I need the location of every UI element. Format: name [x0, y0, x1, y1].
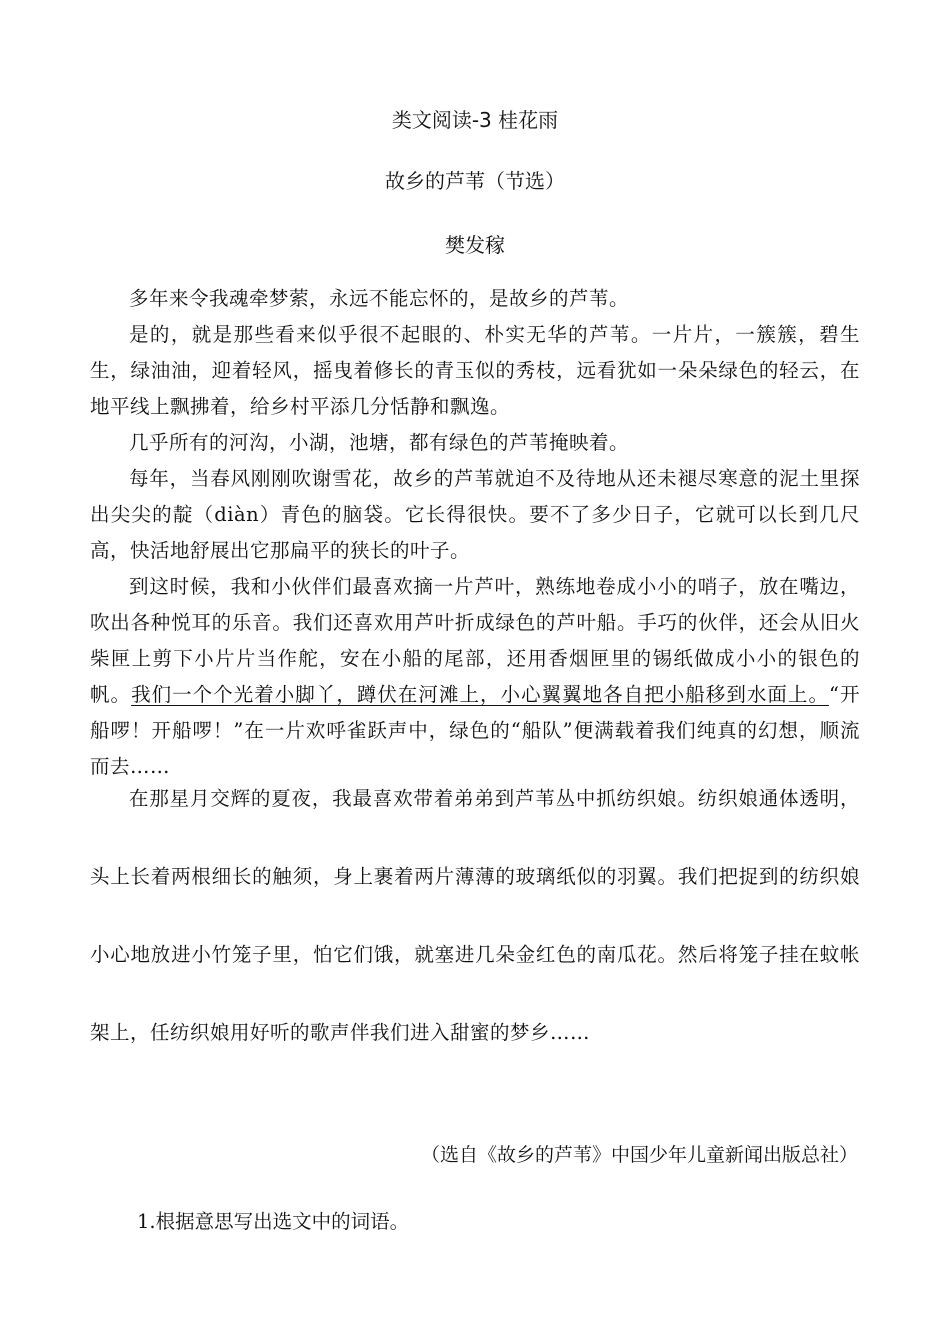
- article-body: [90, 281, 860, 785]
- paragraph-6: 在那星月交辉的夏夜，我最喜欢带着弟弟到芦苇丛中抓纺织娘。纺织娘通体透明，头上长着两根细长的触须，身上裹着两片薄薄的玻璃纸似的羽翼。我们把捉到的纺织娘小心地放进小竹笼子里，怕它们饿，就塞进几朵金红色的南瓜花。然后将笼子挂在蚊帐架上，任纺织娘用好听的歌声伴我们进入甜蜜的梦乡……: [90, 787, 860, 1044]
- underlined-sentence: 我们一个个光着小脚丫，蹲伏在河滩上，小心翼翼地各自把小船移到水面上。: [131, 683, 829, 706]
- paragraph-5-text-before: 到这时候，我和小伙伴们最喜欢摘一片芦叶，熟练地卷成小小的哨子，放在嘴边，吹出各种悦耳的乐音。我们还喜欢用芦叶折成绿色的芦叶船。手巧的伙伴，还会从旧火柴匣上剪下小片片当作舵，安在小船的尾部，还用香烟匣里的锡纸做成小小的银色的帆。: [90, 575, 860, 706]
- section-title: 类文阅读-3 桂花雨: [391, 108, 559, 132]
- question-1: 1.根据意思写出选文中的词语。: [137, 1210, 410, 1233]
- paragraph-2: 是的，就是那些看来似乎很不起眼的、朴实无华的芦苇。一片片，一簇簇，碧生生，绿油油，迎着轻风，摇曳着修长的青玉似的秀枝，远看犹如一朵朵绿色的轻云，在地平线上飘拂着，给乡村平添几分恬静和飘逸。: [90, 323, 860, 418]
- paragraph-4: 每年，当春风刚刚吹谢雪花，故乡的芦苇就迫不及待地从还未褪尽寒意的泥土里探出尖尖的靛（diàn）青色的脑袋。它长得很快。要不了多少日子，它就可以长到几尺高，快活地舒展出它那扁平的狭长的叶子。: [90, 467, 860, 562]
- article-title: 故乡的芦苇（节选）: [385, 169, 565, 193]
- source-citation: （选自《故乡的芦苇》中国少年儿童新闻出版总社）: [420, 1144, 858, 1166]
- paragraph-3: 几乎所有的河沟，小湖，池塘，都有绿色的芦苇掩映着。: [129, 431, 630, 454]
- paragraph-5: [90, 569, 860, 785]
- paragraph-1: 多年来令我魂牵梦萦，永远不能忘怀的，是故乡的芦苇。: [129, 287, 630, 310]
- author-name: 樊发稼: [445, 233, 505, 257]
- paragraph-5-text-after: “开船啰！开船啰！”在一片欢呼雀跃声中，绿色的“船队”便满载着我们纯真的幻想，顺流而去……: [90, 683, 860, 778]
